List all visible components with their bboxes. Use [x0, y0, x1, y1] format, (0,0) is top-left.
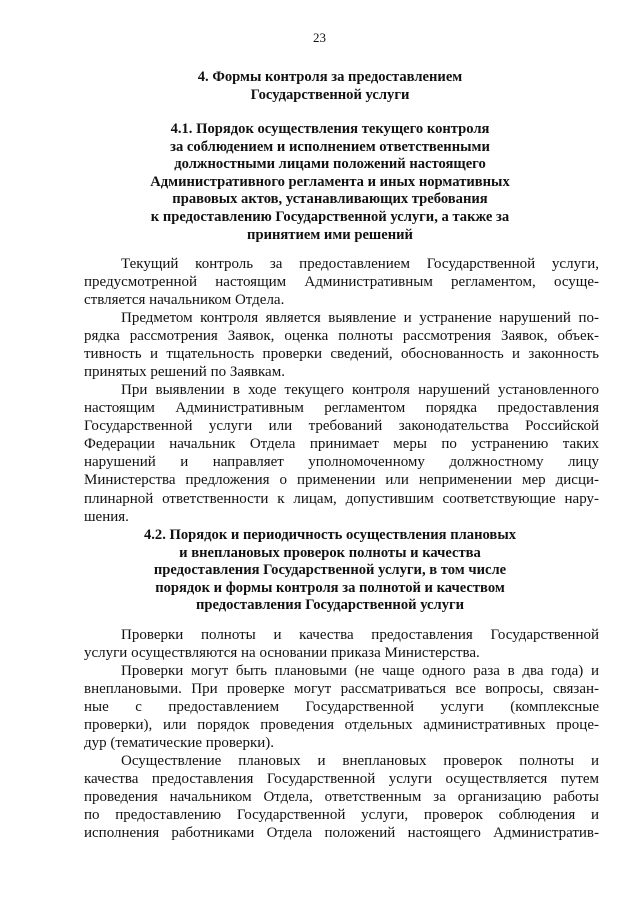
- heading-line: правовых актов, устанавливающих требования: [172, 191, 488, 208]
- text-line: Предметом контроля является выявление и устранение нарушений по-: [121, 310, 599, 326]
- text-line: шения.: [84, 508, 129, 525]
- paragraph: [84, 662, 599, 752]
- heading-line: предоставления Государственной услуги: [195, 597, 465, 614]
- text-line: Проверки могут быть плановыми (не чаще одного раза в два года) и: [121, 663, 599, 679]
- text-line: нарушений и направляет уполномоченному должностному лицу: [84, 454, 599, 471]
- heading-line: принятием ими решений: [247, 226, 413, 243]
- paragraph: [84, 381, 599, 526]
- section-4-heading: [60, 69, 600, 104]
- paragraph: [84, 255, 599, 309]
- paragraph: [84, 626, 599, 662]
- heading-line: 4.1. Порядок осуществления текущего контроля: [170, 121, 490, 137]
- paragraph: [84, 752, 599, 842]
- heading-line: Административного регламента и иных нормативных: [150, 173, 510, 190]
- page-number: 23: [313, 30, 326, 45]
- text-line: Проверки полноты и качества предоставления Государственной: [121, 627, 599, 643]
- text-line: проверки), или порядок проведения отдельных административных проце-: [84, 717, 599, 734]
- section-4-2-heading: [60, 527, 600, 615]
- text-line: Государственной услуги или требований законодательства Российской: [84, 418, 599, 435]
- text-line: предусмотренной настоящим Административным регламентом, осуще-: [84, 274, 599, 291]
- text-line: ные с предоставлением Государственной услуги (комплексные: [84, 699, 599, 716]
- text-line: настоящим Административным регламентом порядка предоставления: [84, 400, 599, 417]
- heading-line: предоставления Государственной услуги, в том числе: [153, 562, 507, 579]
- text-line: плинарной ответственности к лицам, допустившим соответствующие нару-: [84, 490, 599, 507]
- text-line: Федерации начальник Отдела принимает меры по устранению таких: [84, 436, 599, 453]
- text-line: ствляется начальником Отдела.: [84, 292, 285, 309]
- text-line: Осуществление плановых и внеплановых проверок полноты и: [121, 753, 599, 769]
- heading-line: и внеплановых проверок полноты и качества: [179, 544, 481, 561]
- text-line: принятых решений по Заявкам.: [84, 364, 285, 381]
- heading-line: порядок и формы контроля за полнотой и качеством: [155, 579, 505, 596]
- text-line: рядка рассмотрения Заявок, оценка полноты рассмотрения Заявок, объек-: [84, 328, 599, 345]
- paragraph: [84, 309, 599, 381]
- heading-line: 4. Формы контроля за предоставлением: [197, 69, 463, 85]
- text-line: по предоставлению Государственной услуги, проверок соблюдения и: [84, 807, 599, 824]
- text-line: исполнения работниками Отдела положений настоящего Административ-: [84, 825, 599, 842]
- text-line: При выявлении в ходе текущего контроля нарушений установленного: [121, 382, 599, 398]
- text-line: качества предоставления Государственной услуги осуществляется путем: [84, 771, 599, 788]
- section-4-1-heading: [60, 121, 600, 244]
- text-line: тивность и тщательность проверки сведений, обоснованность и законность: [84, 346, 599, 363]
- heading-line: Государственной услуги: [250, 86, 410, 103]
- heading-line: к предоставлению Государственной услуги, а также за: [150, 208, 510, 225]
- heading-line: за соблюдением и исполнением ответственными: [170, 138, 490, 155]
- text-line: внеплановыми. При проверке могут рассматриваться все вопросы, связан-: [84, 681, 599, 698]
- text-line: Текущий контроль за предоставлением Государственной услуги,: [121, 256, 599, 272]
- text-line: проведения начальником Отдела, ответственным за организацию работы: [84, 789, 599, 806]
- heading-line: 4.2. Порядок и периодичность осуществления плановых: [143, 527, 517, 543]
- text-line: услуги осуществляются на основании приказа Министерства.: [84, 645, 480, 662]
- heading-line: должностными лицами положений настоящего: [174, 156, 486, 173]
- text-line: дур (тематические проверки).: [84, 735, 275, 752]
- text-line: Министерства предложения о применении или неприменении мер дисци-: [84, 472, 599, 489]
